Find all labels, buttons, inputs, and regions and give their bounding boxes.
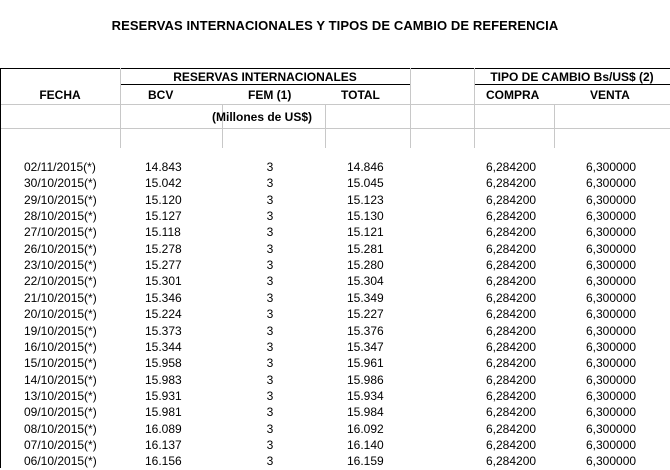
cell-total: 16.140 <box>347 437 384 452</box>
cell-total: 15.281 <box>347 241 384 256</box>
cell-fem: 3 <box>266 241 274 256</box>
header-bcv: BCV <box>148 88 174 102</box>
column-divider <box>554 104 555 148</box>
cell-compra: 6,284200 <box>486 209 537 224</box>
cell-compra: 6,284200 <box>486 258 537 273</box>
cell-fecha: 27/10/2015(*) <box>24 225 97 240</box>
cell-compra: 6,284200 <box>486 356 537 371</box>
cell-fecha: 29/10/2015(*) <box>24 192 97 207</box>
cell-venta: 6,300000 <box>586 437 637 452</box>
unit-bottom-rule <box>0 128 670 129</box>
cell-compra: 6,284200 <box>486 405 537 420</box>
cell-total: 15.130 <box>347 209 384 224</box>
cell-fecha: 30/10/2015(*) <box>24 176 97 191</box>
cell-compra: 6,284200 <box>486 323 537 338</box>
table-row <box>0 257 670 274</box>
cell-fem: 3 <box>266 192 274 207</box>
cell-bcv: 15.373 <box>145 323 182 338</box>
cell-total: 14.846 <box>347 160 384 174</box>
cell-fem: 3 <box>266 454 274 469</box>
cell-venta: 6,300000 <box>586 421 637 436</box>
table-row <box>0 404 670 421</box>
column-divider <box>410 68 411 148</box>
cell-bcv: 15.981 <box>145 405 182 420</box>
table-row <box>0 339 670 356</box>
table-row <box>0 241 670 258</box>
header-reservas-internacionales: RESERVAS INTERNACIONALES <box>173 70 357 84</box>
header-venta: VENTA <box>590 88 630 102</box>
table-row <box>0 453 670 470</box>
cell-venta: 6,300000 <box>586 454 637 469</box>
cell-bcv: 15.301 <box>145 274 182 289</box>
cell-compra: 6,284200 <box>486 372 537 387</box>
table-row <box>0 437 670 454</box>
cell-compra: 6,284200 <box>486 290 537 305</box>
cell-compra: 6,284200 <box>486 339 537 354</box>
cell-venta: 6,300000 <box>586 192 637 207</box>
cell-fem: 3 <box>266 290 274 305</box>
cell-venta: 6,300000 <box>586 405 637 420</box>
cell-venta: 6,300000 <box>586 388 637 403</box>
cell-bcv: 15.277 <box>145 258 182 273</box>
cell-total: 15.984 <box>347 405 384 420</box>
cell-venta: 6,300000 <box>586 274 637 289</box>
table-row <box>0 273 670 290</box>
table-row <box>0 224 670 241</box>
cell-total: 15.349 <box>347 290 384 305</box>
cell-bcv: 14.843 <box>145 160 182 174</box>
cell-fecha: 13/10/2015(*) <box>24 388 97 403</box>
cell-bcv: 15.120 <box>145 192 182 207</box>
cell-venta: 6,300000 <box>586 176 637 191</box>
cell-fem: 3 <box>266 405 274 420</box>
cell-total: 15.280 <box>347 258 384 273</box>
cell-fem: 3 <box>266 225 274 240</box>
cell-compra: 6,284200 <box>486 176 537 191</box>
cell-venta: 6,300000 <box>586 290 637 305</box>
cell-bcv: 16.156 <box>145 454 182 469</box>
cell-bcv: 15.346 <box>145 290 182 305</box>
cell-venta: 6,300000 <box>586 209 637 224</box>
table-row <box>0 355 670 372</box>
cell-fem: 3 <box>266 437 274 452</box>
cell-total: 15.961 <box>347 356 384 371</box>
cell-fem: 3 <box>266 388 274 403</box>
cell-total: 16.159 <box>347 454 384 469</box>
cell-bcv: 15.344 <box>145 339 182 354</box>
cell-venta: 6,300000 <box>586 323 637 338</box>
cell-fecha: 26/10/2015(*) <box>24 241 97 256</box>
cell-venta: 6,300000 <box>586 356 637 371</box>
cell-fem: 3 <box>266 209 274 224</box>
cell-fecha: 14/10/2015(*) <box>24 372 97 387</box>
header-bottom-rule <box>0 104 670 105</box>
cell-fecha: 08/10/2015(*) <box>24 421 97 436</box>
cell-bcv: 15.127 <box>145 209 182 224</box>
cell-fecha: 21/10/2015(*) <box>24 290 97 305</box>
cell-venta: 6,300000 <box>586 307 637 322</box>
cell-venta: 6,300000 <box>586 160 637 174</box>
cell-fecha: 28/10/2015(*) <box>24 209 97 224</box>
header-fecha: FECHA <box>39 88 81 102</box>
table-row <box>0 372 670 389</box>
cell-compra: 6,284200 <box>486 192 537 207</box>
cell-fecha: 19/10/2015(*) <box>24 323 97 338</box>
table-row <box>0 421 670 438</box>
cell-fecha: 23/10/2015(*) <box>24 258 97 273</box>
cell-bcv: 15.224 <box>145 307 182 322</box>
cell-total: 15.304 <box>347 274 384 289</box>
cell-venta: 6,300000 <box>586 339 637 354</box>
cell-compra: 6,284200 <box>486 274 537 289</box>
cell-bcv: 15.958 <box>145 356 182 371</box>
cell-fem: 3 <box>266 176 274 191</box>
table-row <box>0 159 670 176</box>
cell-fecha: 15/10/2015(*) <box>24 356 97 371</box>
cell-compra: 6,284200 <box>486 388 537 403</box>
page-title: RESERVAS INTERNACIONALES Y TIPOS DE CAMBIO DE REFERENCIA <box>111 18 559 33</box>
cell-fecha: 22/10/2015(*) <box>24 274 97 289</box>
cell-total: 15.376 <box>347 323 384 338</box>
cell-total: 15.121 <box>347 225 384 240</box>
cell-bcv: 15.118 <box>145 225 181 240</box>
cell-bcv: 15.931 <box>145 388 182 403</box>
cell-bcv: 15.042 <box>145 176 182 191</box>
cell-venta: 6,300000 <box>586 241 637 256</box>
cell-compra: 6,284200 <box>486 225 537 240</box>
cell-bcv: 15.278 <box>145 241 182 256</box>
cell-fem: 3 <box>266 307 274 322</box>
cell-compra: 6,284200 <box>486 437 537 452</box>
cell-total: 15.347 <box>347 339 384 354</box>
cell-bcv: 15.983 <box>145 372 182 387</box>
table-row <box>0 388 670 405</box>
table-row <box>0 192 670 209</box>
header-total: TOTAL <box>341 88 380 102</box>
cell-fem: 3 <box>266 274 274 289</box>
cell-total: 15.934 <box>347 388 384 403</box>
cell-fem: 3 <box>266 421 274 436</box>
cell-fem: 3 <box>266 372 274 387</box>
cell-fem: 3 <box>266 160 274 174</box>
cell-total: 16.092 <box>347 421 384 436</box>
cell-fem: 3 <box>266 339 274 354</box>
cell-fem: 3 <box>266 323 274 338</box>
cell-venta: 6,300000 <box>586 372 637 387</box>
cell-total: 15.227 <box>347 307 384 322</box>
cell-total: 15.123 <box>347 192 384 207</box>
cell-fem: 3 <box>266 356 274 371</box>
cell-fem: 3 <box>266 258 274 273</box>
unit-label: (Millones de US$) <box>212 110 313 124</box>
cell-bcv: 16.137 <box>145 437 182 452</box>
cell-compra: 6,284200 <box>486 421 537 436</box>
column-divider <box>325 104 326 148</box>
cell-fecha: 16/10/2015(*) <box>24 339 97 354</box>
header-tipo-de-cambio: TIPO DE CAMBIO Bs/US$ (2) <box>490 70 654 84</box>
cell-fecha: 07/10/2015(*) <box>24 437 97 452</box>
cell-venta: 6,300000 <box>586 258 637 273</box>
cell-fecha: 06/10/2015(*) <box>24 454 97 469</box>
table-row <box>0 323 670 340</box>
cell-total: 15.045 <box>347 176 384 191</box>
cell-total: 15.986 <box>347 372 384 387</box>
cell-compra: 6,284200 <box>486 160 537 174</box>
table-row <box>0 208 670 225</box>
header-fem: FEM (1) <box>248 88 292 102</box>
cell-compra: 6,284200 <box>486 307 537 322</box>
table-row <box>0 175 670 192</box>
cell-compra: 6,284200 <box>486 241 537 256</box>
cell-bcv: 16.089 <box>145 421 182 436</box>
cell-fecha: 02/11/2015(*) <box>24 160 96 174</box>
cell-fecha: 09/10/2015(*) <box>24 405 97 420</box>
header-compra: COMPRA <box>486 88 540 102</box>
cell-compra: 6,284200 <box>486 454 537 469</box>
cell-fecha: 20/10/2015(*) <box>24 307 97 322</box>
cell-venta: 6,300000 <box>586 225 637 240</box>
table-row <box>0 290 670 307</box>
table-row <box>0 306 670 323</box>
